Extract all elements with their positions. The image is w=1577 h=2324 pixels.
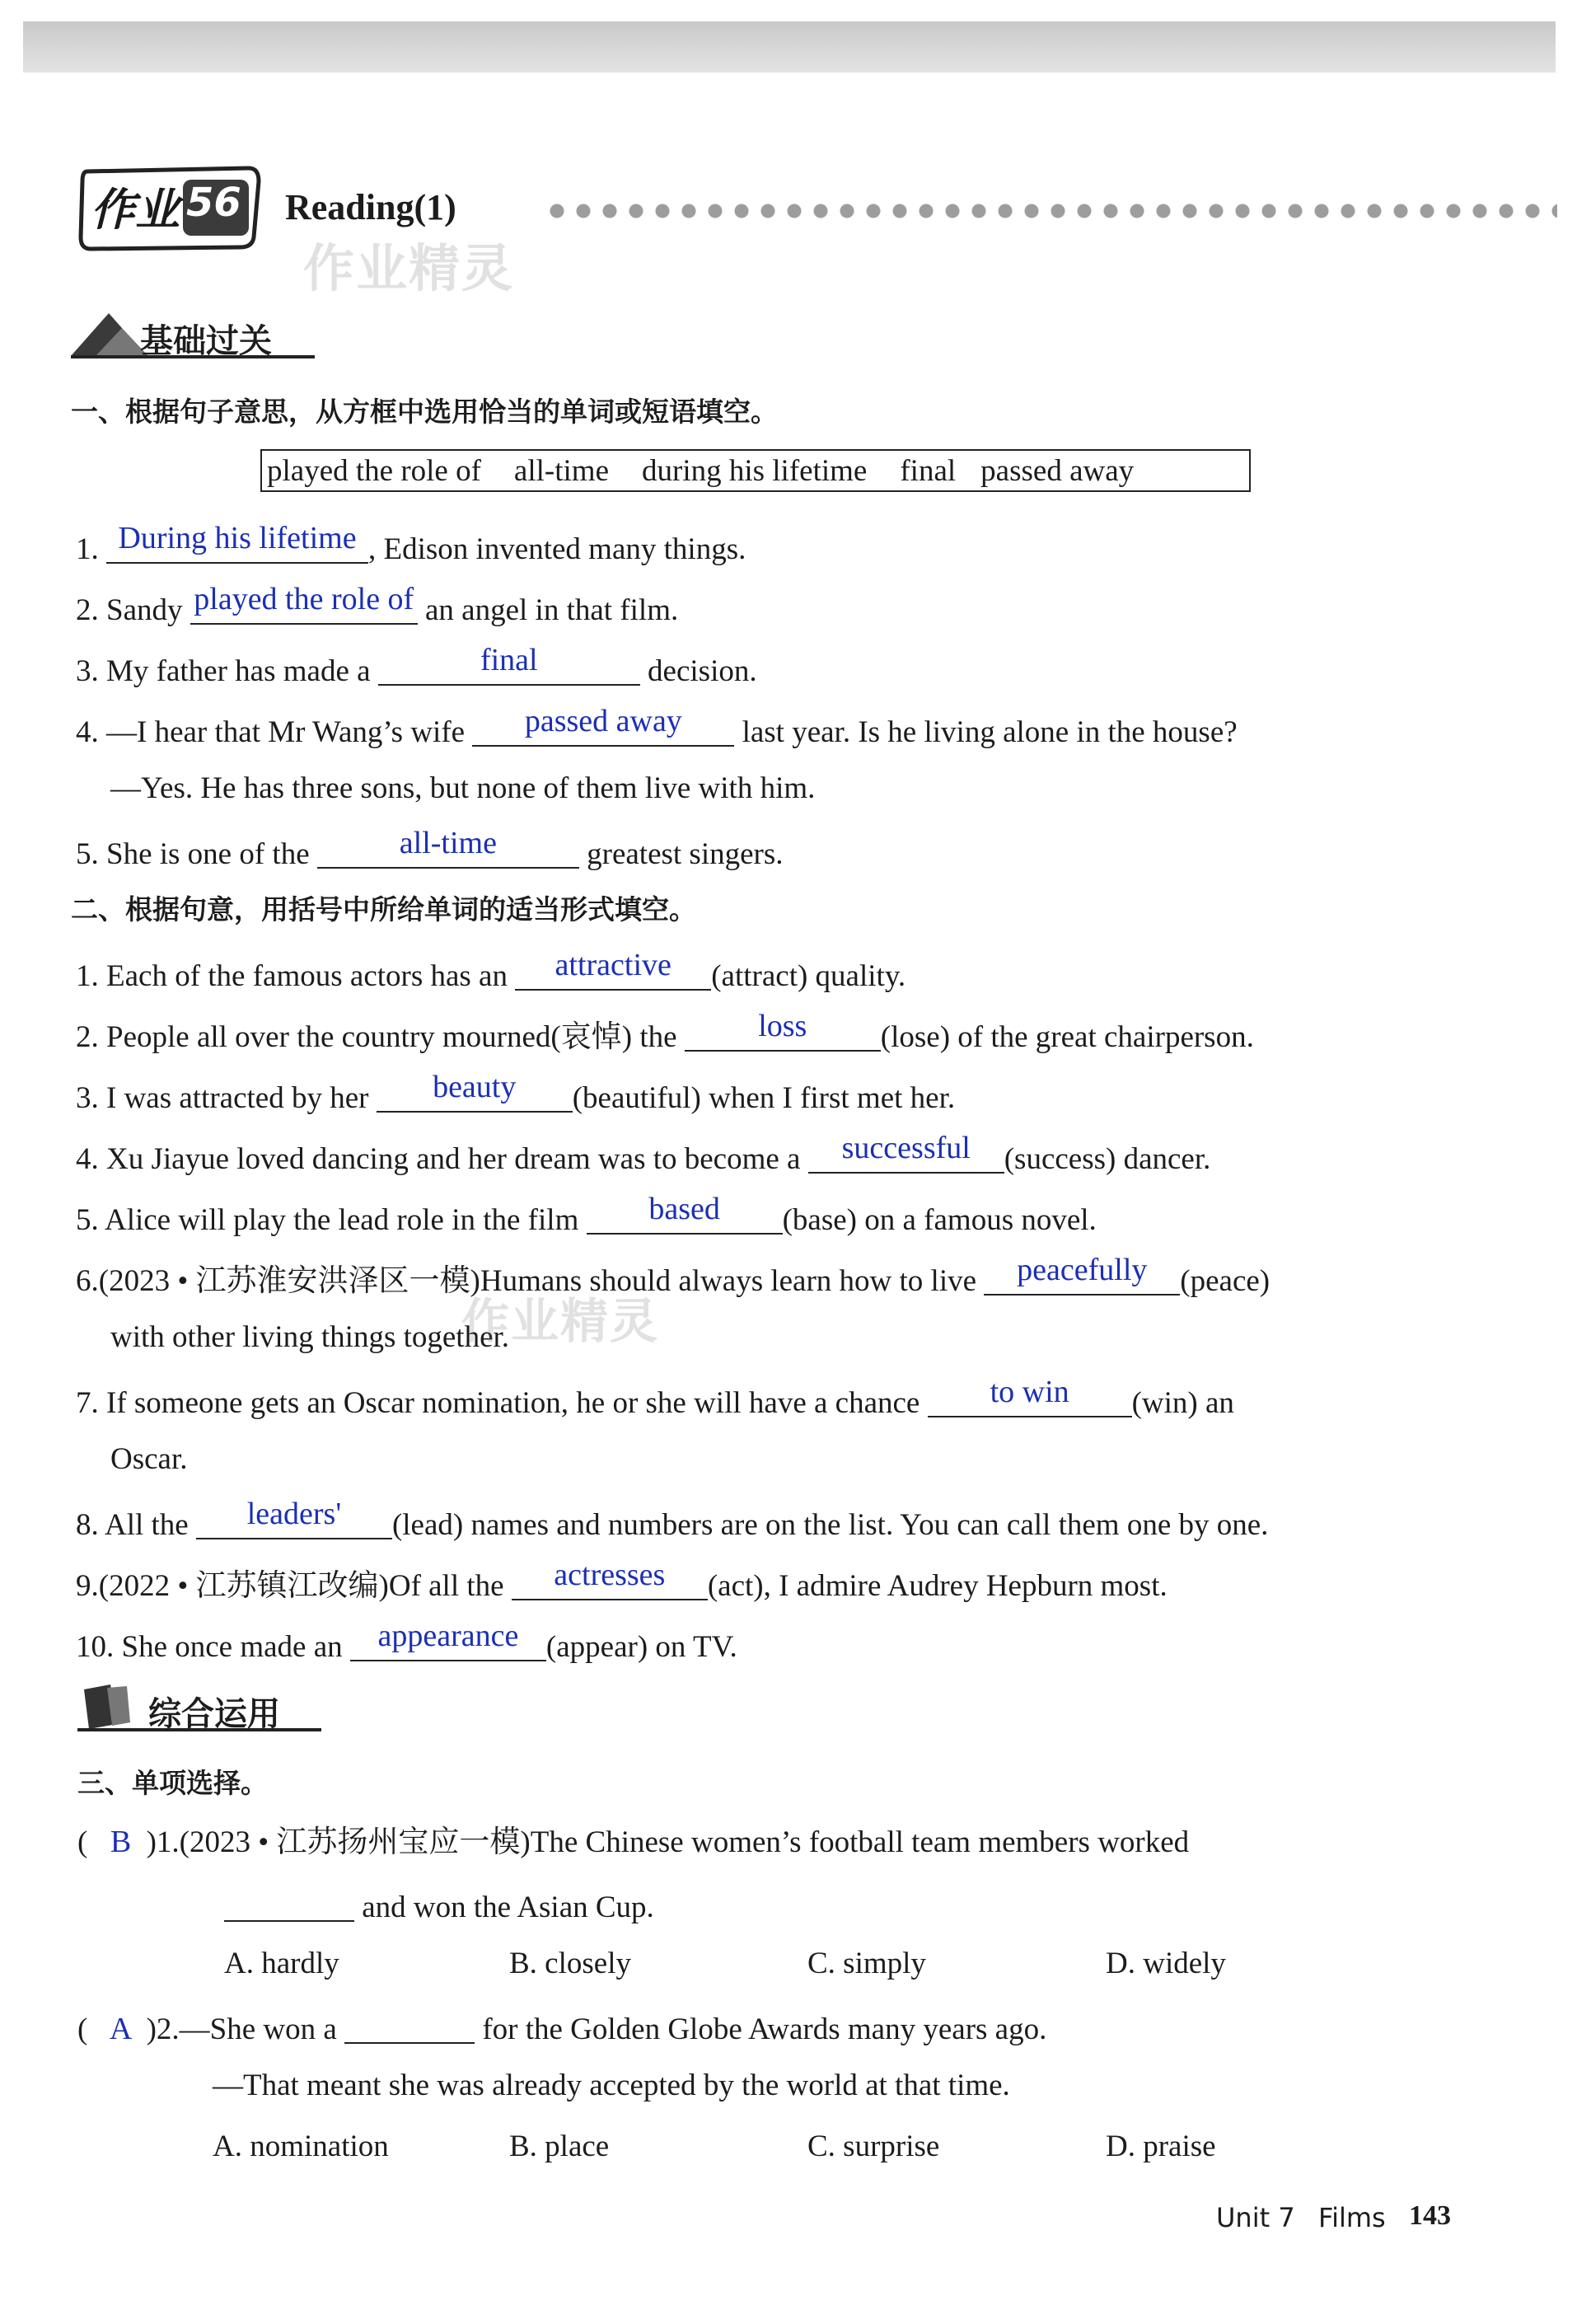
handwritten-choice: B [110,1825,132,1859]
choice-question: ( B )1.(2023 • 江苏扬州宝应一模)The Chinese women’s football team members worked [77,1825,1190,1859]
choice-option: C. surprise [807,2130,940,2163]
word-box-item: final [900,453,957,488]
exercise-item: 4. —I hear that Mr Wang’s wife passed away last year. Is he living alone in the house? [76,704,1238,749]
handwritten-answer: actresses [554,1558,666,1592]
exercise-item: 1. Each of the famous actors has an attractive (attract) quality. [76,948,906,993]
watermark-top: 作业精灵 [303,238,515,298]
answer-blank [106,521,368,564]
choice-option: D. praise [1106,2130,1216,2163]
footer-unit: Unit 7 [1216,2202,1295,2233]
choice-question: ( A )2.—She won a for the Golden Globe Awards many years ago. [77,2009,1046,2045]
word-box-item: played the role of [267,453,481,488]
exercise-item-reply: —Yes. He has three sons, but none of them live with him. [110,771,816,805]
exercise-item: 3. I was attracted by her beauty (beautiful) when I first met her. [76,1070,956,1115]
answer-blank [377,1070,573,1113]
answer-blank [928,1375,1132,1417]
handwritten-answer: to win [990,1375,1069,1409]
choice-option: B. place [509,2130,610,2163]
handwritten-answer: successful [841,1131,971,1165]
answer-blank [587,1192,783,1235]
handwritten-answer: final [480,643,538,677]
word-box [260,449,1251,492]
badge-text: 作业 [91,184,180,236]
handwritten-answer: beauty [433,1070,517,1104]
exercise-item: 4. Xu Jiayue loved dancing and her dream was to become a successful (success) dancer. [76,1131,1211,1176]
choice-question-continued: —That meant she was already accepted by the world at that time. [213,2069,1010,2102]
choice-option: D. widely [1106,1947,1226,1980]
part3-title: 三、单项选择。 [77,1767,268,1799]
handwritten-answer: passed away [524,704,682,738]
watermark-middle: 作业精灵 [461,1293,660,1349]
section-tag-comprehensive: 综合运用 [148,1695,280,1733]
handwritten-answer: leaders' [246,1497,342,1531]
choice-option: A. hardly [224,1947,339,1980]
word-box-item: passed away [980,453,1135,488]
part1-title: 一、根据句子意思，从方框中选用恰当的单词或短语填空。 [71,396,778,428]
exercise-item: 2. People all over the country mourned(哀悼) the loss (lose) of the great chairperson. [76,1009,1254,1054]
answer-blank [984,1253,1180,1296]
page-number: 143 [1409,2200,1451,2231]
exercise-item: 5. She is one of the all-time greatest singers. [76,826,784,871]
exercise-item: 1. During his lifetime , Edison invented many things. [76,521,746,566]
title-dots-divider [544,203,1557,219]
exercise-item-continued: with other living things together. [110,1320,510,1354]
exercise-item: 9.(2022 • 江苏镇江改编)Of all the actresses (act), I admire Audrey Hepburn most. [76,1558,1168,1603]
exercise-item: 10. She once made an appearance (appear) on TV. [76,1619,737,1664]
handwritten-answer: peacefully [1017,1253,1148,1287]
exercise-item: 8. All the leaders' (lead) names and numbers are on the list. You can call them one by one. [76,1497,1269,1542]
section-tag-basic: 基础过关 [140,322,272,360]
exercise-item: 6.(2023 • 江苏淮安洪泽区一模)Humans should always learn how to live peacefully (peace) [76,1253,1270,1298]
answer-blank [350,1619,546,1661]
answer-blank [808,1131,1004,1174]
word-box-item: during his lifetime [642,453,868,488]
answer-blank [344,2009,475,2044]
handwritten-choice: A [109,2012,133,2046]
handwritten-answer: During his lifetime [118,521,357,555]
answer-blank [472,704,734,747]
handwritten-answer: played the role of [194,582,414,616]
handwritten-answer: all-time [399,826,497,860]
handwritten-answer: attractive [555,948,672,982]
exercise-item: 2. Sandy played the role of an angel in that film. [76,582,679,627]
choice-option: A. nomination [213,2130,389,2163]
answer-blank [196,1497,392,1539]
choice-option: C. simply [807,1947,926,1980]
part2-title: 二、根据句意，用括号中所给单词的适当形式填空。 [71,893,696,925]
badge-number: 56 [186,180,241,226]
answer-blank [317,826,579,869]
page-title: Reading(1) [285,187,456,227]
answer-blank [512,1558,708,1600]
word-box-item: all-time [513,453,609,488]
exercise-item: 7. If someone gets an Oscar nomination, he or she will have a chance to win (win) an [76,1375,1234,1420]
handwritten-answer: appearance [377,1619,519,1653]
footer-topic: Films [1318,2202,1386,2233]
choice-question-continued: and won the Asian Cup. [224,1887,654,1923]
handwritten-answer: based [648,1192,720,1226]
answer-blank [224,1887,354,1922]
answer-blank [685,1009,881,1052]
handwritten-answer: loss [758,1009,807,1043]
exercise-item: 5. Alice will play the lead role in the film based (base) on a famous novel. [76,1192,1097,1237]
exercise-item: 3. My father has made a final decision. [76,643,757,688]
answer-blank [378,643,640,686]
choice-option: B. closely [509,1947,631,1980]
top-shade-bar [23,21,1556,73]
answer-blank [515,948,711,991]
answer-blank [190,582,418,625]
exercise-item-continued: Oscar. [110,1442,188,1476]
